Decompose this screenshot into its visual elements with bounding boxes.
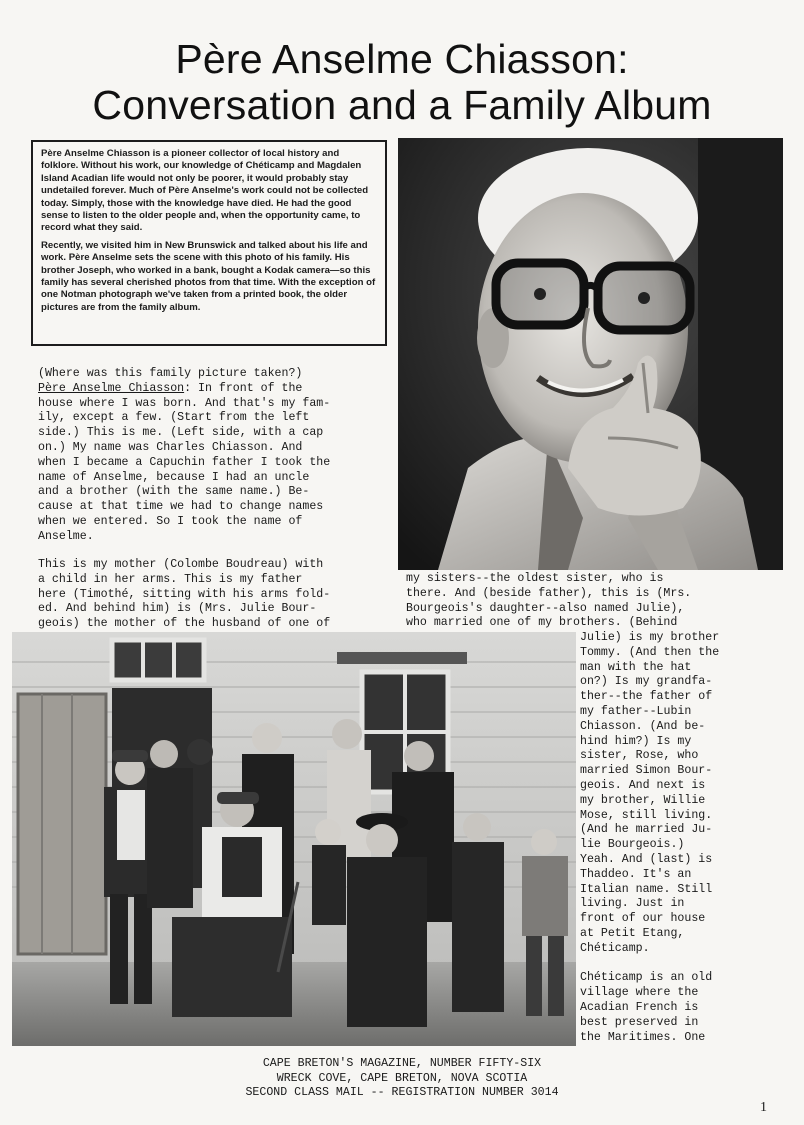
title-line-1: Père Anselme Chiasson: <box>175 36 629 82</box>
family-image <box>12 632 576 1046</box>
footer-line-2: WRECK COVE, CAPE BRETON, NOVA SCOTIA <box>276 1071 528 1085</box>
intro-paragraph-1: Père Anselme Chiasson is a pioneer collector of local history and folklore. Without his work, our knowledge of Chéticamp and Magdalen Island Acadian life would not only be poorer, it would probably stay undetailed forever. Much of Père Anselme's work could not be collected today. Simply, those with the knowledge have died. He had the good sense to listen to the older people and, when the opportunity came, to record what they said. <box>41 148 369 234</box>
page-number: 1 <box>760 1100 767 1115</box>
magazine-footer <box>0 1057 804 1101</box>
family-photo <box>12 632 576 1046</box>
portrait-image <box>398 138 783 570</box>
intro-box <box>31 140 387 346</box>
portrait-photo <box>398 138 783 570</box>
speaker-name: Père Anselme Chiasson <box>38 381 185 395</box>
title-line-2: Conversation and a Family Album <box>92 82 712 128</box>
paragraph-2-part-3: Julie) is my brother Tommy. (And then the man with the hat on?) Is my grandfa- ther--the father of my father--Lubin Chiasson. (And be- hind him?) Is my sister, Rose, who married Simon Bour- geois. And next is my brother, Willie Mose, still living. (And he married Ju- lie Bourgeois.) Yeah. And (last) is Thaddeo. It's an Italian name. Still living. Just in front of our house at Petit Etang, Chéticamp. <box>580 631 720 955</box>
footer-line-1: CAPE BRETON'S MAGAZINE, NUMBER FIFTY-SIX <box>262 1057 542 1070</box>
paragraph-3: Chéticamp is an old village where the Acadian French is best preserved in the Maritimes. One <box>580 971 713 1044</box>
answer-1: : In front of the house where I was born. And that's my fam- ily, except a few. (Start from the left side.) This is me. (Left side, with a cap on.) My name was Charles Chiasson. And when I became a Capuchin father I took the name of Anselme, because I had an uncle and a brother (with the same name.) Be- cause at that time we had to change names when we entered. So I took the name of Anselme. <box>38 381 331 543</box>
paragraph-2-part-2: my sisters--the oldest sister, who is there. And (beside father), this is (Mrs. Bourgeois's daughter--also named Julie), who married one of my brothers. (Behind <box>406 572 692 630</box>
intro-paragraph-2: Recently, we visited him in New Brunswick and talked about his life and work. Père Anselme sets the scene with this photo of his family. His brother Joseph, who worked in a bank, bought a Kodak camera—so this family has several cherished photos from that time. With the exception of one Notman photograph we've taken from a printed book, the older pictures are from the family album. <box>41 239 376 313</box>
paragraph-2-part-1: This is my mother (Colombe Boudreau) with a child in her arms. This is my father here (Timothé, sitting with his arms fold- ed. And behind him) is (Mrs. Julie Bour- geois) the mother of the husband of one of <box>38 558 331 631</box>
interview-column-1 <box>38 367 330 545</box>
footer-line-3: SECOND CLASS MAIL -- REGISTRATION NUMBER 3014 <box>245 1086 559 1100</box>
interview-column-3 <box>580 631 719 1045</box>
article-title <box>20 36 784 128</box>
question-1: (Where was this family picture taken?) <box>38 367 303 380</box>
